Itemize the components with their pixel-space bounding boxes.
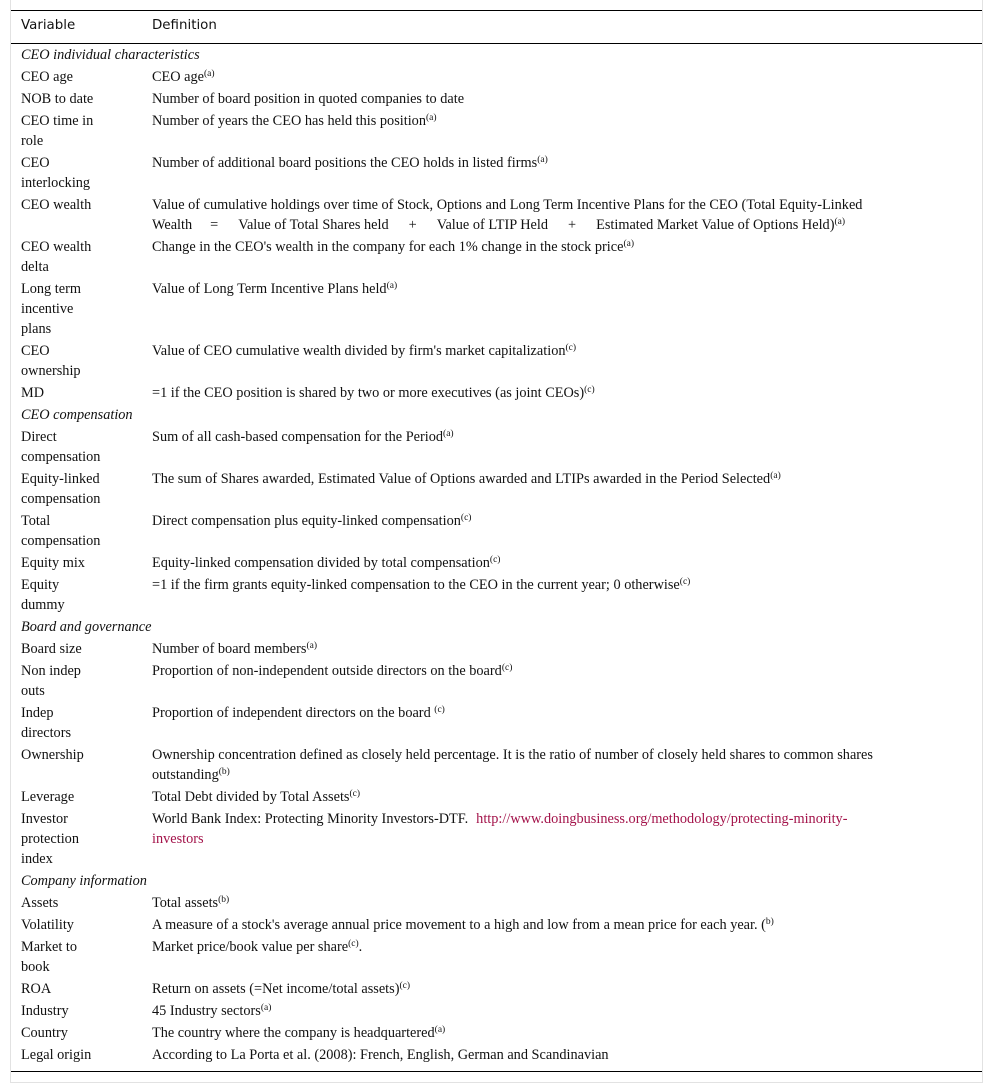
variable-cell: Industry [21, 1003, 69, 1019]
definitions-table [10, 0, 983, 1083]
section-title: Company information [21, 873, 147, 889]
section-title: CEO compensation [21, 407, 133, 423]
variable-cell: Board size [21, 641, 82, 657]
header-definition: Definition [152, 18, 217, 33]
variable-cell: CEO ownership [21, 343, 81, 379]
variable-cell: Direct compensation [21, 429, 101, 465]
variable-cell: Equity mix [21, 555, 85, 571]
variable-cell: Equity-linked compensation [21, 471, 101, 507]
variable-cell: CEO age [21, 69, 74, 85]
variable-cell: Ownership [21, 747, 84, 763]
doingbusiness-link-continued[interactable]: investors [152, 831, 204, 847]
variable-cell: Investor protection index [21, 811, 79, 867]
variable-cell: Long term incentive plans [21, 281, 81, 337]
definition-cell: Number of board position in quoted companies to date [152, 91, 465, 107]
definition-cell: Sum of all cash-based compensation for the Period$^{(a)}$ [152, 429, 454, 445]
variable-cell: Indep directors [21, 705, 72, 741]
variable-cell: Total compensation [21, 513, 101, 549]
section-title: Board and governance [21, 619, 152, 635]
definition-cell: Direct compensation plus equity-linked compensation$^{(c)}$ [152, 513, 472, 529]
doingbusiness-link[interactable]: http://www.doingbusiness.org/methodology/protecting-minority- [476, 811, 848, 827]
definition-cell: Change in the CEO's wealth in the company for each 1% change in the stock price$^{(a)}$ [152, 239, 634, 255]
definition-cell: CEO age$^{(a)}$ [152, 69, 215, 85]
definition-cell: The country where the company is headquartered$^{(a)}$ [152, 1025, 446, 1041]
definition-cell: Proportion of non-independent outside directors on the board$^{(c)}$ [152, 663, 513, 679]
variable-cell: Market to book [21, 939, 77, 975]
variable-cell: Leverage [21, 789, 75, 805]
definition-cell: Return on assets (=Net income/total assets)$^{(c)}$ [152, 981, 411, 997]
definition-cell: Number of board members$^{(a)}$ [152, 641, 317, 657]
definition-cell: =1 if the firm grants equity-linked compensation to the CEO in the current year; 0 otherwise$^{(c)}$ [152, 577, 691, 593]
variable-cell: CEO interlocking [21, 155, 91, 191]
variable-cell: MD [21, 385, 45, 401]
definition-cell: =1 if the CEO position is shared by two or more executives (as joint CEOs)$^{(c)}$ [152, 385, 595, 401]
definition-cell: Value of CEO cumulative wealth divided by firm's market capitalization$^{(c)}$ [152, 343, 577, 359]
variable-cell: Country [21, 1025, 68, 1041]
definition-cell: Ownership concentration defined as closely held percentage. It is the ratio of number of closely held shares to common shares outstanding$^{(b)}$ [152, 747, 873, 783]
definition-cell: A measure of a stock's average annual price movement to a high and low from a mean price for each year. ($^{b)}$ [152, 917, 774, 933]
variable-cell: CEO time in role [21, 113, 94, 149]
header-variable: Variable [21, 18, 76, 33]
variable-cell: NOB to date [21, 91, 94, 107]
variable-cell: ROA [21, 981, 52, 997]
definition-cell: Proportion of independent directors on the board $^{(c)}$ [152, 705, 445, 721]
definition-cell: The sum of Shares awarded, Estimated Value of Options awarded and LTIPs awarded in the Period Selected$^{(a)}$ [152, 471, 781, 487]
definition-cell: Number of years the CEO has held this position$^{(a)}$ [152, 113, 437, 129]
variable-cell: Legal origin [21, 1047, 92, 1063]
definition-cell: Value of cumulative holdings over time of Stock, Options and Long Term Incentive Plans for the CEO (Total Equity-Linked Wealth = Value of Total Shares held + Value of LTIP Held + Estimated Market Value of Options Held)$^{(a)}$ [152, 197, 863, 233]
table-header [11, 10, 982, 44]
variable-cell: Non indep outs [21, 663, 81, 699]
variable-cell: Assets [21, 895, 59, 911]
definition-cell: Number of additional board positions the CEO holds in listed firms$^{(a)}$ [152, 155, 548, 171]
definition-cell: Total assets$^{(b)}$ [152, 895, 230, 911]
definition-cell: 45 Industry sectors$^{(a)}$ [152, 1003, 272, 1019]
definition-cell: Equity-linked compensation divided by total compensation$^{(c)}$ [152, 555, 501, 571]
table-bottom-rule [11, 1071, 982, 1072]
definition-cell: Market price/book value per share$^{(c)}$. [152, 939, 363, 955]
section-title: CEO individual characteristics [21, 47, 200, 63]
variable-cell: CEO wealth delta [21, 239, 92, 275]
variable-cell: Equity dummy [21, 577, 65, 613]
definition-cell: Value of Long Term Incentive Plans held$^{(a)}$ [152, 281, 398, 297]
variable-cell: CEO wealth [21, 197, 92, 213]
variable-cell: Volatility [21, 917, 74, 933]
definition-cell: World Bank Index: Protecting Minority Investors-DTF. http://www.doingbusiness.org/methodology/protecting-minority- investors [152, 811, 848, 847]
definition-cell: Total Debt divided by Total Assets$^{(c)}$ [152, 789, 361, 805]
definition-cell: According to La Porta et al. (2008): French, English, German and Scandinavian [152, 1047, 609, 1063]
